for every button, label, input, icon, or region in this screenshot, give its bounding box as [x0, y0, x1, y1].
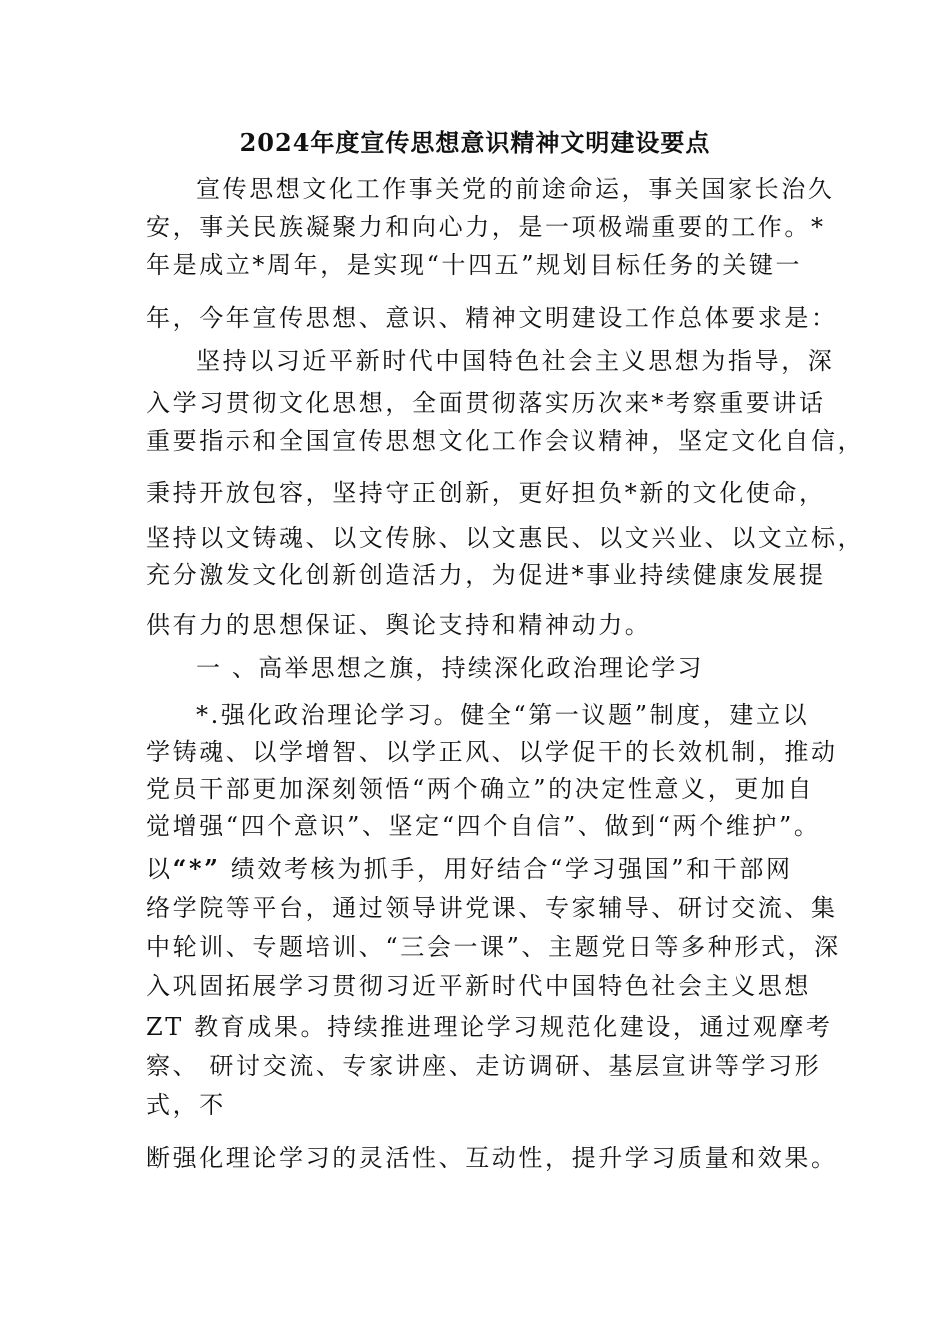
- paragraph-3-line-2: 学铸魂、以学增智、以学正风、以学促干的长效机制，推动: [146, 738, 838, 766]
- paragraph-3-line-4: 觉增强“四个意识”、坚定“四个自信”、做到“两个维护”。: [146, 812, 821, 840]
- paragraph-2-line-4: 秉持开放包容，坚持守正创新，更好担负*新的文化使命，: [146, 479, 826, 507]
- paragraph-3-line-3: 党员干部更加深刻领悟“两个确立”的决定性意义，更加自: [146, 775, 815, 803]
- paragraph-1-line-4: 年，今年宣传思想、意识、精神文明建设工作总体要求是：: [146, 304, 838, 332]
- paragraph-2-line-5: 坚持以文铸魂、以文传脉、以文惠民、以文兴业、以文立标，: [146, 524, 865, 552]
- line-5-rest: 绩效考核为抓手，用好结合“学习强国”和干部网: [220, 855, 793, 883]
- line-5-prefix: 以: [146, 855, 173, 883]
- paragraph-3-line-6: 络学院等平台，通过领导讲党课、专家辅导、研讨交流、集: [146, 894, 838, 922]
- document-title: 2024年度宣传思想意识精神文明建设要点: [239, 128, 711, 157]
- paragraph-3-line-9: ZT 教育成果。持续推进理论学习规范化建设，通过观摩考: [146, 1013, 833, 1041]
- paragraph-3-line-12: 断强化理论学习的灵活性、互动性，提升学习质量和效果。: [146, 1144, 838, 1172]
- line-5-bold-mark: “*”: [172, 854, 221, 883]
- paragraph-3-line-1: *.强化政治理论学习。健全“第一议题”制度，建立以: [196, 701, 810, 729]
- paragraph-2-line-2: 入学习贯彻文化思想，全面贯彻落实历次来*考察重要讲话: [146, 389, 826, 417]
- paragraph-3-line-10: 察、 研讨交流、专家讲座、走访调研、基层宣讲等学习形: [146, 1052, 822, 1080]
- paragraph-3-line-5: [146, 852, 793, 886]
- paragraph-1-line-2: 安，事关民族凝聚力和向心力，是一项极端重要的工作。*: [146, 213, 826, 241]
- paragraph-2-line-1: 坚持以习近平新时代中国特色社会主义思想为指导，深: [196, 347, 835, 375]
- paragraph-1-line-3: 年是成立*周年，是实现“十四五”规划目标任务的关键一: [146, 251, 803, 279]
- paragraph-3-line-7: 中轮训、专题培训、“三会一课”、主题党日等多种形式，深: [146, 933, 841, 961]
- paragraph-1-line-1: 宣传思想文化工作事关党的前途命运，事关国家长治久: [196, 175, 835, 203]
- paragraph-2-line-3: 重要指示和全国宣传思想文化工作会议精神，坚定文化自信，: [146, 427, 865, 455]
- section-1-heading: 一 、高举思想之旗，持续深化政治理论学习: [196, 654, 704, 682]
- paragraph-3-line-8: 入巩固拓展学习贯彻习近平新时代中国特色社会主义思想: [146, 972, 811, 1000]
- paragraph-3-line-11: 式，不: [146, 1091, 226, 1119]
- paragraph-2-line-6: 充分激发文化创新创造活力，为促进*事业持续健康发展提: [146, 561, 826, 589]
- paragraph-2-line-7: 供有力的思想保证、舆论支持和精神动力。: [146, 611, 652, 639]
